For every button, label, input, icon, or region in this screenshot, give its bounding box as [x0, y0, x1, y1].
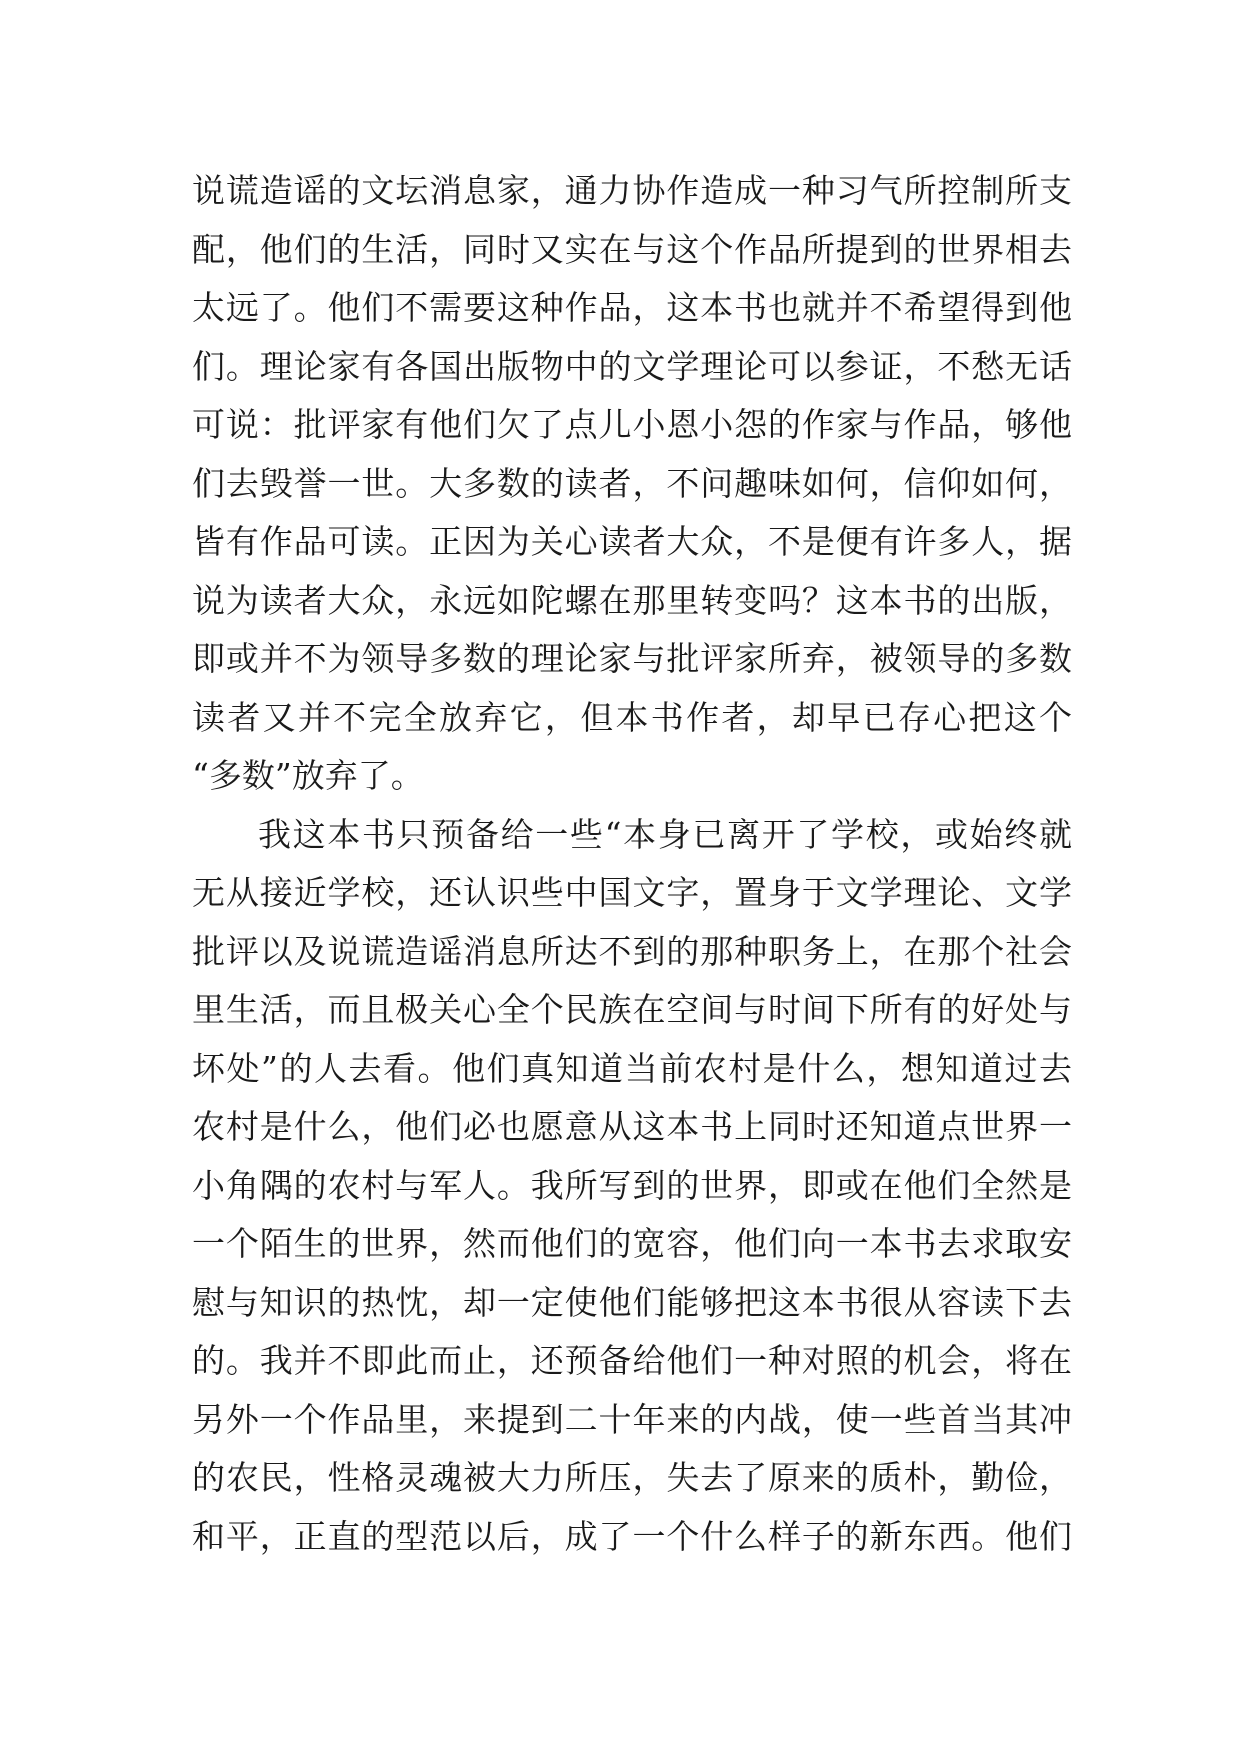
- text-line: 皆有作品可读。正因为关心读者大众，不是便有许多人，据: [192, 522, 1072, 561]
- text-line: 可说：批评家有他们欠了点儿小恩小怨的作家与作品，够他: [192, 405, 1072, 444]
- text-line: 的农民，性格灵魂被大力所压，失去了原来的质朴，勤俭，: [192, 1458, 1072, 1497]
- text-line: 们去毁誉一世。大多数的读者，不问趣味如何，信仰如何，: [192, 463, 1072, 503]
- text-line: 读者又并不完全放弃它，但本书作者，却早已存心把这个: [192, 697, 1072, 737]
- text-line: 无从接近学校，还认识些中国文字，置身于文学理论、文学: [192, 873, 1072, 912]
- text-line: 即或并不为领导多数的理论家与批评家所弃，被领导的多数: [192, 639, 1072, 678]
- text-line: 批评以及说谎造谣消息所达不到的那种职务上，在那个社会: [192, 931, 1072, 971]
- text-line: 太远了。他们不需要这种作品，这本书也就并不希望得到他: [192, 288, 1072, 327]
- text-line: 慰与知识的热忱，却一定使他们能够把这本书很从容读下去: [192, 1282, 1072, 1322]
- text-line: 和平，正直的型范以后，成了一个什么样子的新东西。他们: [192, 1516, 1072, 1556]
- text-line: 坏处”的人去看。他们真知道当前农村是什么，想知道过去: [192, 1048, 1072, 1088]
- text-line: 说谎造谣的文坛消息家，通力协作造成一种习气所控制所支: [192, 171, 1072, 210]
- text-line: 小角隅的农村与军人。我所写到的世界，即或在他们全然是: [192, 1165, 1072, 1205]
- text-line: 们。理论家有各国出版物中的文学理论可以参证，不愁无话: [192, 346, 1072, 386]
- text-line: 农村是什么，他们必也愿意从这本书上同时还知道点世界一: [192, 1107, 1072, 1146]
- text-line: 我这本书只预备给一些“本身已离开了学校，或始终就: [258, 814, 1072, 854]
- body-text: [192, 162, 1072, 1566]
- text-line: “多数”放弃了。: [192, 756, 424, 795]
- text-line: 的。我并不即此而止，还预备给他们一种对照的机会，将在: [192, 1341, 1072, 1380]
- text-line: 另外一个作品里，来提到二十年来的内战，使一些首当其冲: [192, 1399, 1072, 1439]
- paragraph-2: [192, 806, 1072, 1567]
- text-line: 一个陌生的世界，然而他们的宽容，他们向一本书去求取安: [192, 1224, 1072, 1263]
- text-line: 说为读者大众，永远如陀螺在那里转变吗？这本书的出版，: [192, 580, 1072, 620]
- text-line: 里生活，而且极关心全个民族在空间与时间下所有的好处与: [192, 990, 1072, 1029]
- paragraph-1: [192, 162, 1072, 806]
- text-line: 配，他们的生活，同时又实在与这个作品所提到的世界相去: [192, 229, 1072, 269]
